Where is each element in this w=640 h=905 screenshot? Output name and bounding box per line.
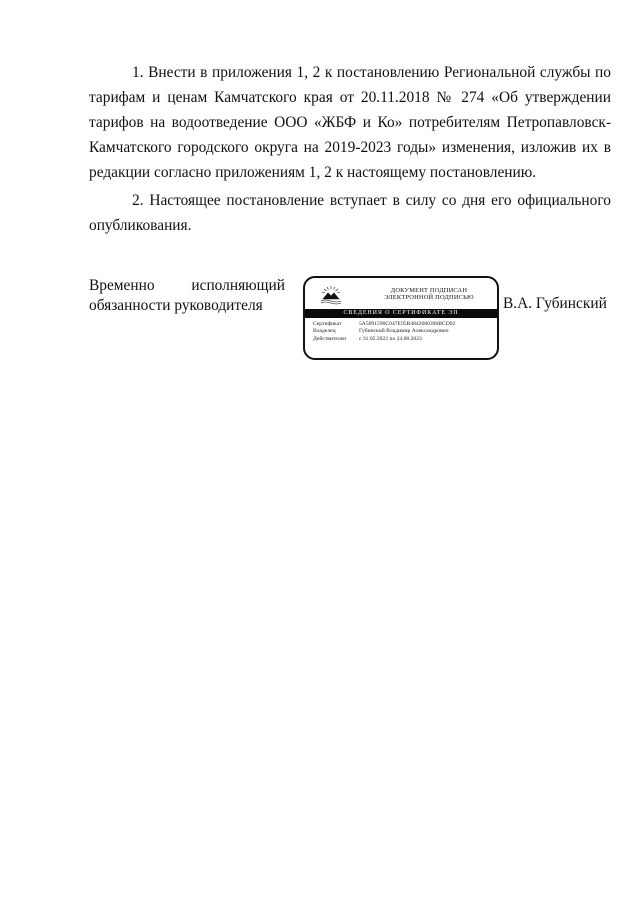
paragraph-1-line: редакции согласно приложениям 1, 2 к настоящему постановлению. <box>89 164 537 181</box>
stamp-band: СВЕДЕНИЯ О СЕРТИФИКАТЕ ЭП <box>305 309 497 318</box>
validity-value: с 31.05.2022 по 24.08.2023 <box>359 335 422 342</box>
paragraph-1 <box>89 60 611 185</box>
paragraph-1-line: тарифов на водоотведение ООО «ЖБФ и Ко» потребителям Петропавловск- <box>89 114 611 131</box>
stamp-fields <box>313 321 495 343</box>
certificate-value: 5A5091590C047E95B4842680396BCD92 <box>359 321 456 327</box>
validity-label: Действителен <box>313 335 347 342</box>
owner-label: Владелец <box>313 328 336 335</box>
certificate-label: Сертификат <box>313 321 342 327</box>
stamp-header-line-2: ЭЛЕКТРОННОЙ ПОДПИСЬЮ <box>384 294 474 302</box>
paragraph-1-line: тарифам и ценам Камчатского края от 20.11.2018 № 274 «Об утверждении <box>89 89 611 106</box>
paragraph-2-line: 2. Настоящее постановление вступает в силу со дня его официального <box>132 192 611 209</box>
electronic-signature-stamp <box>303 276 499 360</box>
stamp-header <box>359 287 499 302</box>
position-line-2: обязанности руководителя <box>89 297 263 314</box>
paragraph-1-line: Камчатского городского округа на 2019-2023 годы» изменения, изложив их в <box>89 139 611 156</box>
validity-row <box>313 336 495 343</box>
paragraph-1-line: 1. Внести в приложения 1, 2 к постановлению Региональной службы по <box>132 64 611 81</box>
position-word-1: Временно <box>89 277 155 294</box>
paragraph-2-line: опубликования. <box>89 217 192 234</box>
kamchatka-coat-of-arms-icon <box>319 285 343 305</box>
signatory-position <box>89 276 285 316</box>
stamp-header-line-1: ДОКУМЕНТ ПОДПИСАН <box>390 287 468 294</box>
paragraph-2 <box>89 188 611 238</box>
owner-row <box>313 328 495 335</box>
position-word-2: исполняющий <box>191 277 285 294</box>
owner-value: Губинский Владимир Александрович <box>359 328 449 335</box>
signatory-name: В.А. Губинский <box>503 295 607 312</box>
